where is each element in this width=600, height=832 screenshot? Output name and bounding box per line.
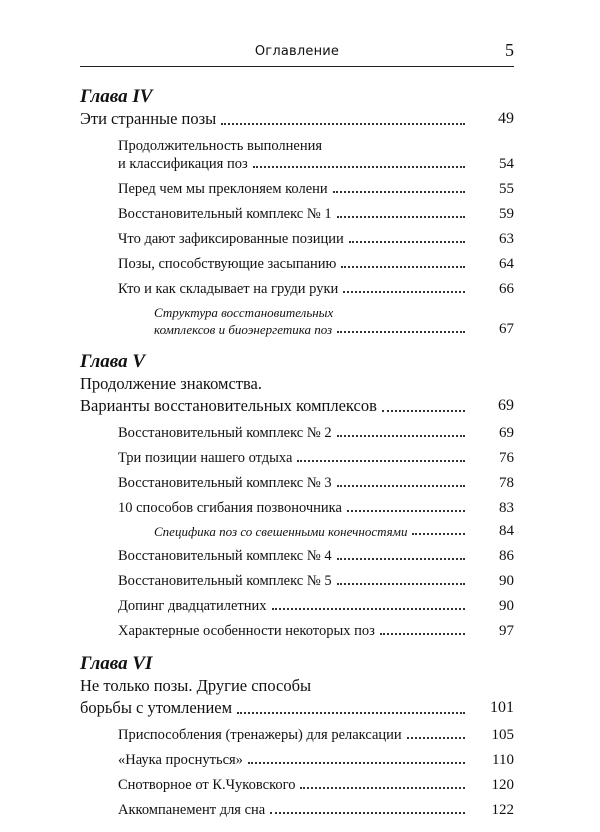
toc-entry-line xyxy=(118,180,514,198)
dot-leader xyxy=(412,532,465,535)
dot-leader xyxy=(270,811,465,814)
toc-page-number: 59 xyxy=(499,206,514,222)
toc-entry-title: Допинг двадцатилетних xyxy=(118,598,267,614)
toc-page-number: 76 xyxy=(499,450,514,466)
toc-entry-line xyxy=(118,499,514,517)
toc-entry[interactable] xyxy=(118,776,514,794)
dot-leader xyxy=(253,165,465,168)
toc-entry-line xyxy=(118,474,514,492)
toc-chapter xyxy=(80,351,514,640)
toc-page-number: 105 xyxy=(491,727,514,743)
toc-entry[interactable] xyxy=(118,597,514,615)
toc-page-number: 64 xyxy=(499,256,514,272)
toc-entry-title: Что дают зафиксированные позиции xyxy=(118,231,344,247)
toc-page-number: 83 xyxy=(499,500,514,516)
toc-page-number: 84 xyxy=(499,523,514,539)
dot-leader xyxy=(337,484,465,487)
toc-entry-title: и классификация поз xyxy=(118,156,248,172)
toc-entry-title: Восстановительный комплекс № 2 xyxy=(118,425,332,441)
toc-entry-line xyxy=(154,321,514,338)
toc-entry-title: Продолжительность выполнения xyxy=(118,138,323,154)
toc-page-number: 86 xyxy=(499,548,514,564)
toc-entry[interactable] xyxy=(118,280,514,298)
toc-entry-line xyxy=(118,547,514,565)
toc-page-number: 63 xyxy=(499,231,514,247)
toc-chapter xyxy=(80,86,514,338)
dot-leader xyxy=(347,509,465,512)
dot-leader xyxy=(337,215,465,218)
toc-entry-title: Продолжение знакомства. xyxy=(80,374,262,393)
dot-leader xyxy=(349,240,465,243)
toc-entry-title: 10 способов сгибания позвоночника xyxy=(118,500,342,516)
toc-entry-title: Не только позы. Другие способы xyxy=(80,676,312,695)
toc-entry-line xyxy=(80,108,514,130)
dot-leader xyxy=(407,736,465,739)
toc-entry[interactable] xyxy=(80,675,514,719)
toc-page-number: 78 xyxy=(499,475,514,491)
toc-entry-line xyxy=(118,205,514,223)
toc-entry-line xyxy=(118,726,514,744)
toc-entry[interactable] xyxy=(118,205,514,223)
page-number: 5 xyxy=(505,40,514,60)
toc-entry-title: Восстановительный комплекс № 1 xyxy=(118,206,332,222)
toc-entry-title: Специфика поз со свешенными конечностями xyxy=(154,524,408,539)
toc-page-number: 54 xyxy=(499,156,514,172)
toc-entry[interactable] xyxy=(118,547,514,565)
dot-leader xyxy=(337,582,465,585)
toc-page-number: 97 xyxy=(499,623,514,639)
dot-leader xyxy=(237,711,465,714)
toc-entry[interactable] xyxy=(118,726,514,744)
toc-entry-line xyxy=(154,523,514,540)
toc-entry-title: Три позиции нашего отдыха xyxy=(118,450,293,466)
toc-page-number: 120 xyxy=(491,777,514,793)
toc-entry[interactable] xyxy=(118,474,514,492)
toc-entry-title: Восстановительный комплекс № 3 xyxy=(118,475,332,491)
toc-entry-line xyxy=(154,304,514,321)
toc-entry-title: «Наука проснуться» xyxy=(118,752,243,768)
toc-entry-line xyxy=(118,572,514,590)
dot-leader xyxy=(337,330,465,333)
chapter-heading: Глава IV xyxy=(80,86,153,107)
toc-entry-title: борьбы с утомлением xyxy=(80,698,233,717)
toc-page-number: 90 xyxy=(499,573,514,589)
toc-entry-title: Аккомпанемент для сна xyxy=(118,802,266,818)
toc-entry-title: Восстановительный комплекс № 5 xyxy=(118,573,332,589)
toc-entry-line xyxy=(80,395,514,417)
toc-entry-title: Кто и как складывает на груди руки xyxy=(118,281,339,297)
toc-page-number: 69 xyxy=(499,425,514,441)
toc-entry-line xyxy=(118,776,514,794)
dot-leader xyxy=(341,265,465,268)
toc-entry[interactable] xyxy=(154,304,514,338)
toc-entry-title: Варианты восстановительных комплексов xyxy=(80,396,377,415)
toc-entry-line xyxy=(118,155,514,173)
toc-page-number: 110 xyxy=(492,752,514,768)
running-header xyxy=(80,36,514,67)
dot-leader xyxy=(343,290,465,293)
chapter-heading: Глава VI xyxy=(80,653,153,674)
toc-page-number: 66 xyxy=(499,281,514,297)
toc-chapter xyxy=(80,653,514,819)
toc-entry[interactable] xyxy=(118,801,514,819)
toc-entry[interactable] xyxy=(118,180,514,198)
chapter-heading: Глава V xyxy=(80,351,145,372)
toc-page-number: 55 xyxy=(499,181,514,197)
toc-entry-line xyxy=(118,137,514,155)
toc-entry[interactable] xyxy=(118,424,514,442)
toc-entry[interactable] xyxy=(118,622,514,640)
toc-page-number: 69 xyxy=(498,397,514,414)
dot-leader xyxy=(380,632,465,635)
toc-entry-line xyxy=(80,675,514,697)
dot-leader xyxy=(337,557,465,560)
dot-leader xyxy=(300,786,465,789)
toc-entry-line xyxy=(118,622,514,640)
toc-entry-line xyxy=(118,255,514,273)
toc-entry-line xyxy=(118,801,514,819)
toc-entry[interactable] xyxy=(118,230,514,248)
toc-entry-title: Позы, способствующие засыпанию xyxy=(118,256,337,272)
toc-entry-title: Эти странные позы xyxy=(80,109,217,128)
toc-entry[interactable] xyxy=(118,751,514,769)
toc-entry-title: Перед чем мы преклоняем колени xyxy=(118,181,328,197)
toc-entry-title: Структура восстановительных xyxy=(154,305,334,320)
dot-leader xyxy=(337,434,465,437)
toc-entry-title: Приспособления (тренажеры) для релаксации xyxy=(118,727,402,743)
toc-entry[interactable] xyxy=(118,499,514,517)
toc-entry[interactable] xyxy=(118,137,514,173)
toc-page-number: 101 xyxy=(490,699,514,716)
dot-leader xyxy=(297,459,465,462)
toc-entry[interactable] xyxy=(154,523,514,540)
toc-entry[interactable] xyxy=(118,449,514,467)
toc-entry-line xyxy=(118,424,514,442)
toc-entry-line xyxy=(118,449,514,467)
toc-entry-line xyxy=(118,597,514,615)
toc-entry-line xyxy=(118,280,514,298)
toc-page-number: 122 xyxy=(491,802,514,818)
toc-entry-line xyxy=(80,697,514,719)
dot-leader xyxy=(221,122,465,125)
table-of-contents xyxy=(80,86,514,832)
running-header-title: Оглавление xyxy=(254,44,340,59)
dot-leader xyxy=(248,761,465,764)
toc-entry-line xyxy=(80,373,514,395)
toc-entry-title: Снотворное от К.Чуковского xyxy=(118,777,296,793)
toc-page-number: 90 xyxy=(499,598,514,614)
toc-page-number: 67 xyxy=(499,321,514,337)
toc-entry-title: комплексов и биоэнергетика поз xyxy=(154,322,333,337)
toc-entry-title: Характерные особенности некоторых поз xyxy=(118,623,375,639)
toc-entry-title: Восстановительный комплекс № 4 xyxy=(118,548,332,564)
toc-entry[interactable] xyxy=(118,572,514,590)
toc-entry[interactable] xyxy=(80,373,514,417)
toc-entry[interactable] xyxy=(80,108,514,130)
dot-leader xyxy=(333,190,465,193)
dot-leader xyxy=(382,409,465,412)
toc-entry[interactable] xyxy=(118,255,514,273)
toc-entry-line xyxy=(118,751,514,769)
toc-entry-line xyxy=(118,230,514,248)
dot-leader xyxy=(272,607,465,610)
toc-page-number: 49 xyxy=(498,110,514,127)
